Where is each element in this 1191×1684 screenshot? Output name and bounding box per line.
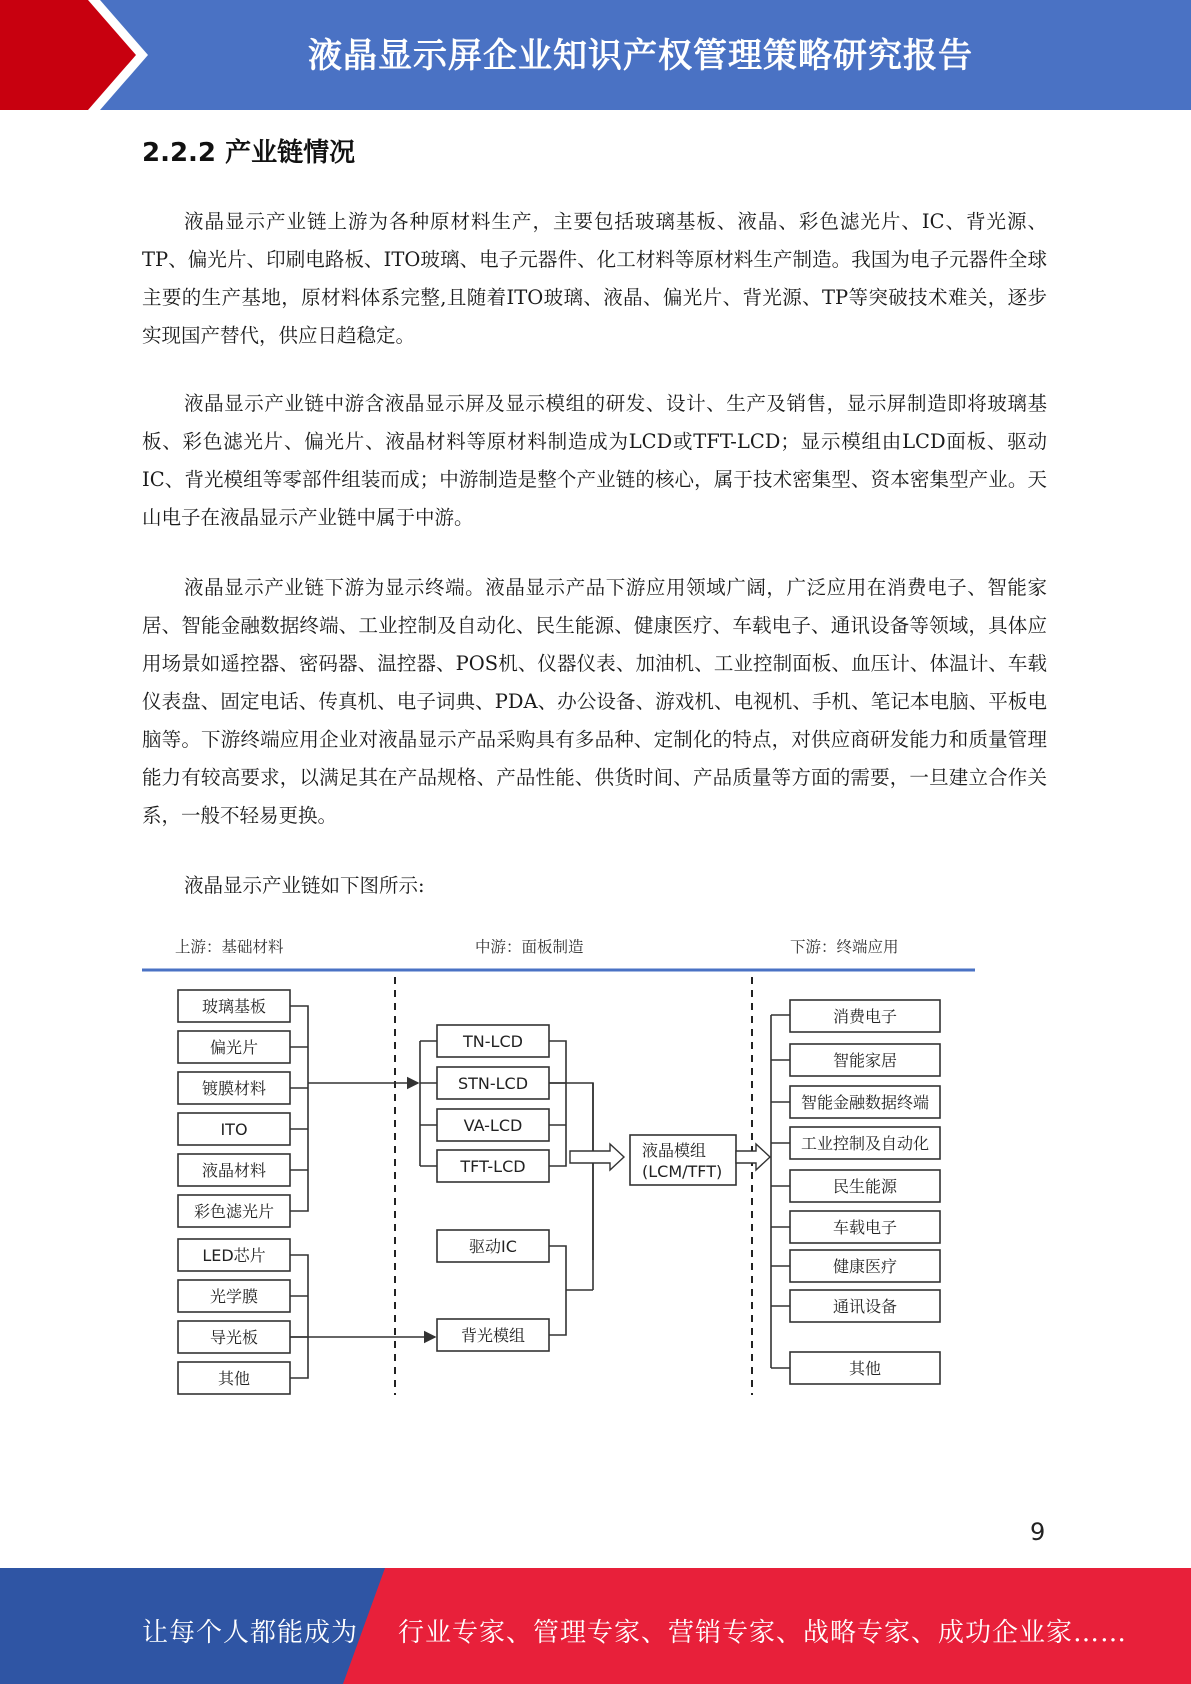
label-upstream-1-4: 液晶材料 bbox=[201, 1161, 267, 1180]
label-downstream-6: 健康医疗 bbox=[832, 1257, 898, 1276]
footer-slogan-left: 让每个人都能成为 bbox=[142, 1618, 359, 1648]
label-upstream-1-0: 玻璃基板 bbox=[201, 997, 267, 1016]
page-number: 9 bbox=[1030, 1518, 1046, 1546]
label-downstream-7: 通讯设备 bbox=[832, 1297, 898, 1316]
label-downstream-1: 智能家居 bbox=[832, 1051, 898, 1070]
label-upstream-1-3: ITO bbox=[220, 1120, 248, 1139]
label-upstream-1-2: 镀膜材料 bbox=[201, 1079, 267, 1098]
paragraph-midstream: 液晶显示产业链中游含液晶显示屏及显示模组的研发、设计、生产及销售，显示屏制造即将玻璃基板、彩色滤光片、偏光片、液晶材料等原材料制造成为LCD或TFT-LCD；显示模组由LCD面板、驱动IC、背光模组等零部件组装而成；中游制造是整个产业链的核心，属于技术密集型、资本密集型产业。天山电子在液晶显示产业链中属于中游。 bbox=[142, 392, 1047, 529]
stage-label-midstream: 中游：面板制造 bbox=[475, 938, 584, 956]
label-panel-1: STN-LCD bbox=[457, 1074, 529, 1093]
connector-driver-backlight bbox=[549, 1246, 593, 1335]
industry-chain-diagram bbox=[130, 925, 1000, 1405]
page-header bbox=[0, 0, 1191, 110]
label-upstream-1-1: 偏光片 bbox=[209, 1038, 259, 1057]
paragraph-downstream: 液晶显示产业链下游为显示终端。液晶显示产品下游应用领域广阔，广泛应用在消费电子、智能家居、智能金融数据终端、工业控制及自动化、民生能源、健康医疗、车载电子、通讯设备等领域，具体应用场景如遥控器、密码器、温控器、POS机、仪器仪表、加油机、工业控制面板、血压计、体温计、车载仪表盘、固定电话、传真机、电子词典、PDA、办公设备、游戏机、电视机、手机、笔记本电脑、平板电脑等。下游终端应用企业对液晶显示产品采购具有多品种、定制化的特点，对供应商研发能力和质量管理能力有较高要求，以满足其在产品规格、产品性能、供货时间、产品质量等方面的需要，一旦建立合作关系，一般不轻易更换。 bbox=[142, 576, 1047, 827]
page-footer bbox=[0, 1568, 1191, 1684]
label-downstream-0: 消费电子 bbox=[832, 1007, 898, 1026]
bracket-downstream-ticks bbox=[771, 1015, 790, 1368]
industry-chain-svg bbox=[130, 925, 1000, 1405]
label-panel-2: VA-LCD bbox=[463, 1116, 523, 1135]
label-panel-3: TFT-LCD bbox=[460, 1157, 526, 1176]
label-module-line2: (LCM/TFT) bbox=[642, 1162, 723, 1181]
label-downstream-5: 车载电子 bbox=[832, 1218, 898, 1237]
stage-label-upstream: 上游：基础材料 bbox=[175, 938, 284, 956]
bracket-upstream-2 bbox=[290, 1255, 308, 1378]
bracket-panels-right bbox=[549, 1041, 566, 1166]
connector-panels-down bbox=[549, 1083, 593, 1260]
label-module-line1: 液晶模组 bbox=[642, 1141, 707, 1160]
upstream-group-2 bbox=[178, 1239, 308, 1394]
stage-label-downstream: 下游：终端应用 bbox=[790, 938, 899, 956]
label-upstream-2-3: 其他 bbox=[217, 1369, 251, 1388]
section-title: 2.2.2 产业链情况 bbox=[142, 138, 356, 168]
footer-slogan-right: 行业专家、管理专家、营销专家、战略专家、成功企业家…… bbox=[398, 1618, 1128, 1648]
label-downstream-4: 民生能源 bbox=[832, 1177, 898, 1196]
bracket-ticks-upstream-1 bbox=[290, 1047, 308, 1170]
hollow-arrow-to-module bbox=[570, 1144, 624, 1170]
header-title: 液晶显示屏企业知识产权管理策略研究报告 bbox=[308, 36, 973, 76]
panel-group bbox=[420, 1025, 566, 1182]
label-downstream-8: 其他 bbox=[848, 1359, 882, 1378]
label-downstream-2: 智能金融数据终端 bbox=[800, 1093, 930, 1112]
paragraph-figure-intro: 液晶显示产业链如下图所示: bbox=[184, 874, 425, 897]
label-panel-0: TN-LCD bbox=[463, 1032, 523, 1051]
bracket-upstream-1 bbox=[290, 1006, 308, 1211]
label-driver-ic: 驱动IC bbox=[469, 1237, 517, 1256]
label-backlight: 背光模组 bbox=[460, 1326, 526, 1345]
label-upstream-2-2: 导光板 bbox=[209, 1328, 259, 1347]
label-upstream-2-0: LED芯片 bbox=[202, 1246, 266, 1265]
paragraph-upstream: 液晶显示产业链上游为各种原材料生产，主要包括玻璃基板、液晶、彩色滤光片、IC、背光源、TP、偏光片、印刷电路板、ITO玻璃、电子元器件、化工材料等原材料生产制造。我国为电子元器件全球主要的生产基地，原材料体系完整,且随着ITO玻璃、液晶、偏光片、背光源、TP等突破技术难关，逐步实现国产替代，供应日趋稳定。 bbox=[142, 210, 1047, 347]
upstream-group-1 bbox=[178, 990, 308, 1227]
label-upstream-1-5: 彩色滤光片 bbox=[193, 1202, 275, 1221]
label-downstream-3: 工业控制及自动化 bbox=[800, 1134, 930, 1153]
label-upstream-2-1: 光学膜 bbox=[209, 1287, 259, 1306]
downstream-group bbox=[790, 1000, 940, 1384]
bracket-panels-left bbox=[420, 1041, 437, 1166]
